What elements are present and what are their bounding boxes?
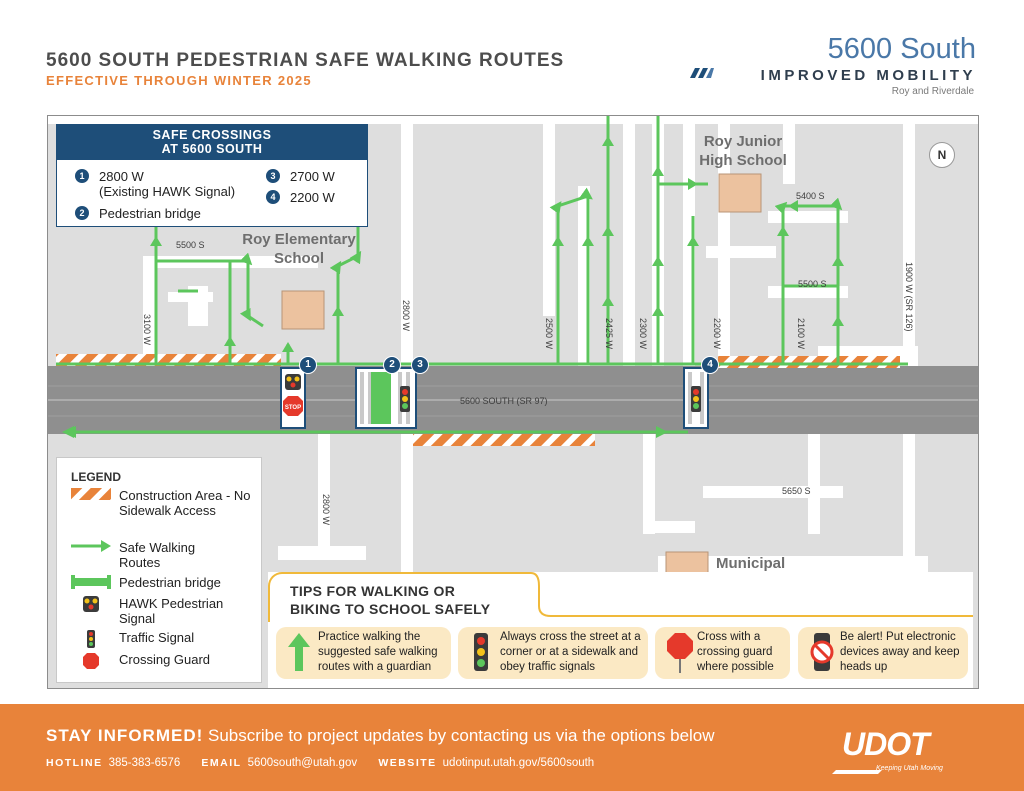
udot-logo-tagline: Keeping Utah Moving <box>876 765 943 772</box>
stop-text: STOP <box>284 405 302 411</box>
construction-area-east <box>718 356 900 368</box>
up-arrow-icon <box>286 631 312 673</box>
hotline-label: HOTLINE <box>46 757 103 769</box>
school-label-municipal: Municipal <box>716 555 786 572</box>
legend-panel: LEGEND Construction Area - No Sidewalk Access Safe Walking Routes Pedestrian bridge HAWK Pedestrian Signal Traffic Signal Crossing Guard <box>56 457 262 683</box>
crossing-badge-2: 2 <box>383 356 401 374</box>
crossing-badge-3: 3 <box>411 356 429 374</box>
construction-area-icon <box>71 488 111 500</box>
stop-sign-icon <box>665 631 695 673</box>
no-phone-icon <box>808 631 836 673</box>
website-label: WEBSITE <box>378 757 437 769</box>
page-title: 5600 SOUTH PEDESTRIAN SAFE WALKING ROUTES <box>46 50 565 71</box>
road-label-2100: 2100 W <box>796 318 806 350</box>
contact-info <box>46 757 612 769</box>
email-label: EMAIL <box>201 757 242 769</box>
email-link[interactable]: 5600south@utah.gov <box>247 757 358 769</box>
hawk-signal <box>285 374 301 390</box>
hotline-number[interactable]: 385-383-6576 <box>108 757 181 769</box>
road-label-2800-north: 2800 W <box>401 300 411 332</box>
brand-slash-icon <box>690 67 714 79</box>
legend-title: LEGEND <box>71 470 122 484</box>
pedestrian-bridge-icon <box>71 575 111 589</box>
road-label-2500: 2500 W <box>544 318 554 350</box>
tips-panel <box>268 572 973 688</box>
brand-name: 5600 South <box>827 33 976 65</box>
road-label-2425: 2425 W <box>604 318 614 350</box>
roy-junior-building <box>719 174 761 212</box>
website-link[interactable]: udotinput.utah.gov/5600south <box>442 757 595 769</box>
tips-title: TIPS FOR WALKING OR BIKING TO SCHOOL SAFELY <box>290 583 491 617</box>
tip-crossing-guard: Cross with a crossing guard where possible <box>655 627 790 679</box>
road-label-1900: 1900 W (SR 126) <box>904 262 914 332</box>
page-subtitle: EFFECTIVE THROUGH WINTER 2025 <box>46 73 312 88</box>
road-label-3100: 3100 W <box>142 314 152 346</box>
road-label-2200: 2200 W <box>712 318 722 350</box>
traffic-signal-2700 <box>400 386 410 412</box>
footer-banner <box>0 704 1024 791</box>
crossing-guard-icon <box>71 652 111 670</box>
pedestrian-bridge <box>371 372 391 424</box>
udot-logo-text: UDOT <box>842 726 929 762</box>
tip-cross-corner: Always cross the street at a corner or at a sidewalk and obey traffic signals <box>458 627 648 679</box>
compass-north-icon: N <box>929 142 955 168</box>
crossing-badge-4: 4 <box>701 356 719 374</box>
school-label-roy-elementary: Roy Elementary School <box>242 231 356 267</box>
route-map <box>47 115 979 689</box>
road-label-2300: 2300 W <box>638 318 648 350</box>
roy-elementary-building <box>282 291 324 329</box>
safe-crossings-panel: SAFE CROSSINGS AT 5600 SOUTH 1 2800 W (Existing HAWK Signal) 2 Pedestrian bridge 3 2700 W 4 2200 W <box>56 124 368 227</box>
tip-practice: Practice walking the suggested safe walking routes with a guardian <box>276 627 451 679</box>
crossing-badge-1: 1 <box>299 356 317 374</box>
school-label-roy-junior: Roy Junior High School <box>699 133 787 169</box>
road-label-5500-west: 5500 S <box>176 240 205 250</box>
walking-route-arrow-icon <box>71 540 111 552</box>
road-label-2800-south: 2800 W <box>321 494 331 526</box>
brand-location: Roy and Riverdale <box>891 86 974 97</box>
construction-area-south <box>413 434 595 446</box>
tip-be-alert: Be alert! Put electronic devices away and keep heads up <box>798 627 968 679</box>
safe-crossings-title: SAFE CROSSINGS AT 5600 SOUTH <box>57 125 367 160</box>
road-label-5500-east: 5500 S <box>798 279 827 289</box>
traffic-signal-icon <box>71 630 111 648</box>
traffic-signal-2200 <box>691 386 701 412</box>
brand-tagline: IMPROVED MOBILITY <box>760 67 976 84</box>
traffic-light-icon <box>468 631 494 673</box>
hawk-signal-icon <box>71 596 111 614</box>
road-label-5650: 5650 S <box>782 486 811 496</box>
stay-informed-text: STAY INFORMED! Subscribe to project updates by contacting us via the options below <box>46 726 715 745</box>
road-label-5400: 5400 S <box>796 191 825 201</box>
road-label-5600-main: 5600 SOUTH (SR 97) <box>460 396 548 406</box>
